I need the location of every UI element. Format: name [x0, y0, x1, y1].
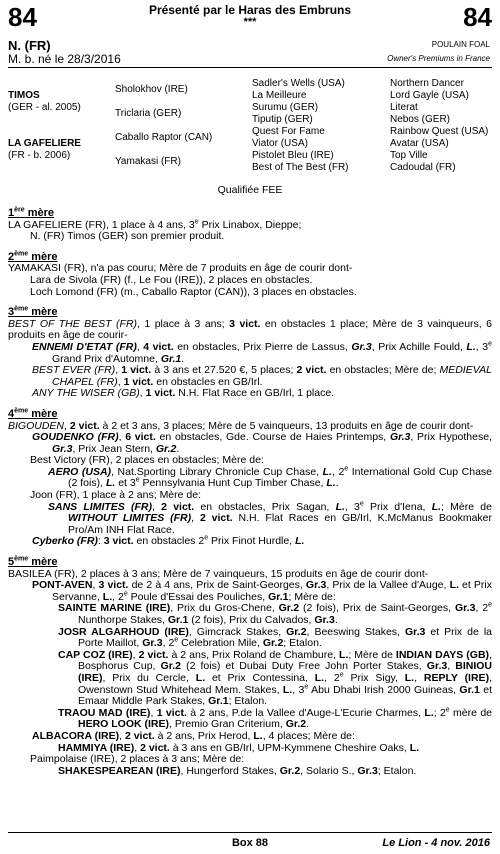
ped-gen2-1: Sholokhov (IRE)	[115, 84, 188, 95]
ped-gen3-5: Quest For Fame	[252, 126, 325, 137]
ped-gen3-3: Surumu (GER)	[252, 102, 319, 113]
stars: ***	[243, 16, 257, 28]
ped-gen4-3: Literat	[390, 102, 418, 113]
lot-number-left: 84	[8, 2, 37, 32]
ped-gen3-7: Pistolet Bleu (IRE)	[252, 150, 334, 161]
heading-third-dam: 3ème mère	[8, 305, 58, 319]
heading-fourth-dam: 4ème mère	[8, 407, 58, 420]
ped-gen2-4: Yamakasi (FR)	[115, 156, 181, 167]
ped-gen4-2: Lord Gayle (USA)	[390, 90, 469, 101]
ped-gen4-4: Nebos (GER)	[390, 114, 451, 125]
ped-gen4-8: Cadoudal (FR)	[390, 162, 456, 173]
heading-fifth-dam: 5ème mère	[8, 555, 58, 569]
ped-gen3-6: Viator (USA)	[252, 138, 308, 149]
ped-gen3-4: Tiputip (GER)	[252, 114, 313, 125]
horse-description: M. b. né le 28/3/2016	[8, 52, 121, 66]
ped-gen3-8: Best of The Best (FR)	[252, 162, 349, 173]
premium-note: Owner's Premiums in France	[387, 54, 490, 63]
second-dam-text: YAMAKASI (FR), n'a pas couru; Mère de 7 produits en âge de courir dont-	[8, 262, 353, 275]
heading-first-dam: 1ère mère	[8, 206, 54, 219]
heading-second-dam: 2ème mère	[8, 250, 58, 263]
box-number: Box 88	[231, 837, 269, 849]
ped-gen2-3: Caballo Raptor (CAN)	[115, 132, 213, 143]
first-dam-text: LA GAFELIERE (FR), 1 place à 4 ans, 3e Prix Linabox, Dieppe;	[8, 218, 302, 231]
fourth-dam-text: BIGOUDEN, 2 vict. à 2 et 3 ans, 3 places; Mère de 5 vainqueurs, 13 produits en âge de courir dont-	[8, 419, 474, 432]
sire-name: TIMOS	[8, 90, 40, 101]
ped-gen2-2: Triclaria (GER)	[115, 108, 182, 119]
qualification-note: Qualifiée FEE	[217, 184, 283, 196]
ped-gen4-6: Avatar (USA)	[390, 138, 449, 149]
ped-gen3-1: Sadler's Wells (USA)	[252, 78, 345, 89]
ped-gen4-5: Rainbow Quest (USA)	[390, 126, 489, 137]
divider-top	[8, 67, 492, 68]
sire-info: (GER - al. 2005)	[8, 102, 81, 113]
pedigree-notes: 1ère mère LA GAFELIERE (FR), 1 place à 4 ans, 3e Prix Linabox, Dieppe; N. (FR) Timos (GER) son premier produit. 2ème mère YAMAKASI (FR), n'a pas couru; Mère de 7 produits en âge de courir dont- Lara de Sivola (FR) (f., Le Fou (IRE)), 2 places en obstacles. Loch Lomond (FR) (m., Caballo Raptor (CAN)), 3 places en obstacles. 3ème mère BEST OF THE BEST (FR), 1 place à 3 ans; 3 vict. en obstacles 1 place; Mère de 3 vainqueurs, 6 produits en âge de courir- ENNEMI D'ETAT (FR), 4 vict. en obstacles, Prix Pierre de Lassus, Gr.3, Prix Achille Fould, L., 3e Grand Prix d'Automne, Gr.1. BEST EVER (FR), 1 vict. à 3 ans et 27.520 €, 5 places; 2 vict. en obstacles; Mère de; MEDIEVAL CHAPEL (FR), 1 vict. en obstacles en GB/Irl. ANY THE WISER (GB), 1 vict. N.H. Flat Race en GB/Irl, 1 place. 4ème mère BIGOUDEN, 2 vict. à 2 et 3 ans, 3 places; Mère de 5 vainqueurs, 13 produits en âge de courir dont- GOUDENKO (FR), 6 vict. en obstacles, Gde. Course de Haies Printemps, Gr.3, Prix Hypothese, Gr.3, Prix Jean Stern, Gr.2. Best Victory (FR), 2 places en obstacles; Mère de: AERO (USA), Nat.Sporting Library Chronicle Cup Chase, L., 2e International Gold Cup Chase (2 fois), L. et 3e Pennsylvania Hunt Cup Timber Chase, L.. Joon (FR), 1 place à 2 ans; Mère de: SANS LIMITES (FR), 2 vict. en obstacles, Prix Sagan, L., 3e Prix d'Iena, L.; Mère de WITHOUT LIMITES (FR), 2 vict. N.H. Flat Races en GB/Irl, K.McManus Bookmaker Pro/Am INH Flat Race. Cyberko (FR): 3 vict. en obstacles 2e Prix Finot Hurdle, L. 5ème mère BASILEA (FR), 2 places à 3 ans; Mère de 7 vainqueurs, 15 produits en âge de courir dont- PONT-AVEN, 3 vict. de 2 à 4 ans, Prix de Saint-Georges, Gr.3, Prix de la Vallee d'Auge, L. et Prix Servanne, L., 2e Poule d'Essai des Pouliches, Gr.1; Mère de: SAINTE MARINE (IRE), Prix du Gros-Chene, Gr.2 (2 fois), Prix de Saint-Georges, Gr.3, 2e Nunthorpe Stakes, Gr.1 (2 fois), Prix du Calvados, Gr.3. JOSR ALGARHOUD (IRE), Gimcrack Stakes, Gr.2, Beeswing Stakes, Gr.3 et Prix de la Porte Maillot, Gr.3, 2e Celebration Mile, Gr.2; Etalon. CAP COZ (IRE), 2 vict. à 2 ans, Prix Roland de Chambure, L.; Mère de INDIAN DAYS (GB), Bosphorus Cup, Gr.2 (2 fois) et Dubai Duty Free John Porter Stakes, Gr.3, BINIOU (IRE), Prix du Cercle, L. et Prix Contessina, L., 2e Prix Sigy, L., REPLY (IRE), Owenstown Stud Whitehead Mem. Stakes, L., 3e Abu Dhabi Irish 2000 Guineas, Gr.1 et Emaar Middle Park Stakes, Gr.1; Etalon. TRAOU MAD (IRE), 1 vict. à 2 ans, P.de la Vallee d'Auge-L'Ecurie Charmes, L.; 2e mère de HERO LOOK (IRE), Premio Gran Criterium, Gr.2. ALBACORA (IRE), 2 vict. à 2 ans, Prix Herod, L., 4 places; Mère de: HAMMIYA (IRE), 2 vict. à 3 ans en GB/Irl, UPM-Kymmene Cheshire Oaks, L. Paimpolaise (IRE), 2 places à 3 ans; Mère de: SHAKESPEAREAN (IRE), Hungerford Stakes, Gr.2, Solario S., Gr.3; Etalon.	[8, 206, 493, 777]
ped-gen3-2: La Meilleure	[252, 90, 307, 101]
ped-gen4-7: Top Ville	[390, 150, 428, 161]
third-dam-text: BEST OF THE BEST (FR), 1 place à 3 ans; 3 vict. en obstacles 1 place; Mère de 3 vainqueurs, 6 produits en âge de courir-	[8, 317, 493, 342]
presenter-line: Présenté par le Haras des Embruns	[148, 3, 352, 17]
horse-name: N. (FR)	[8, 38, 51, 53]
divider-bottom	[8, 832, 492, 833]
lot-number-right: 84	[463, 2, 492, 32]
ped-gen4-1: Northern Dancer	[390, 78, 464, 89]
sex-type: POULAIN FOAL	[431, 40, 490, 49]
dam-name: LA GAFELIERE	[8, 138, 81, 149]
sale-info: Le Lion - 4 nov. 2016	[382, 837, 490, 849]
dam-info: (FR - b. 2006)	[8, 150, 71, 161]
fifth-dam-text: BASILEA (FR), 2 places à 3 ans; Mère de 7 vainqueurs, 15 produits en âge de courir dont-	[8, 567, 429, 580]
